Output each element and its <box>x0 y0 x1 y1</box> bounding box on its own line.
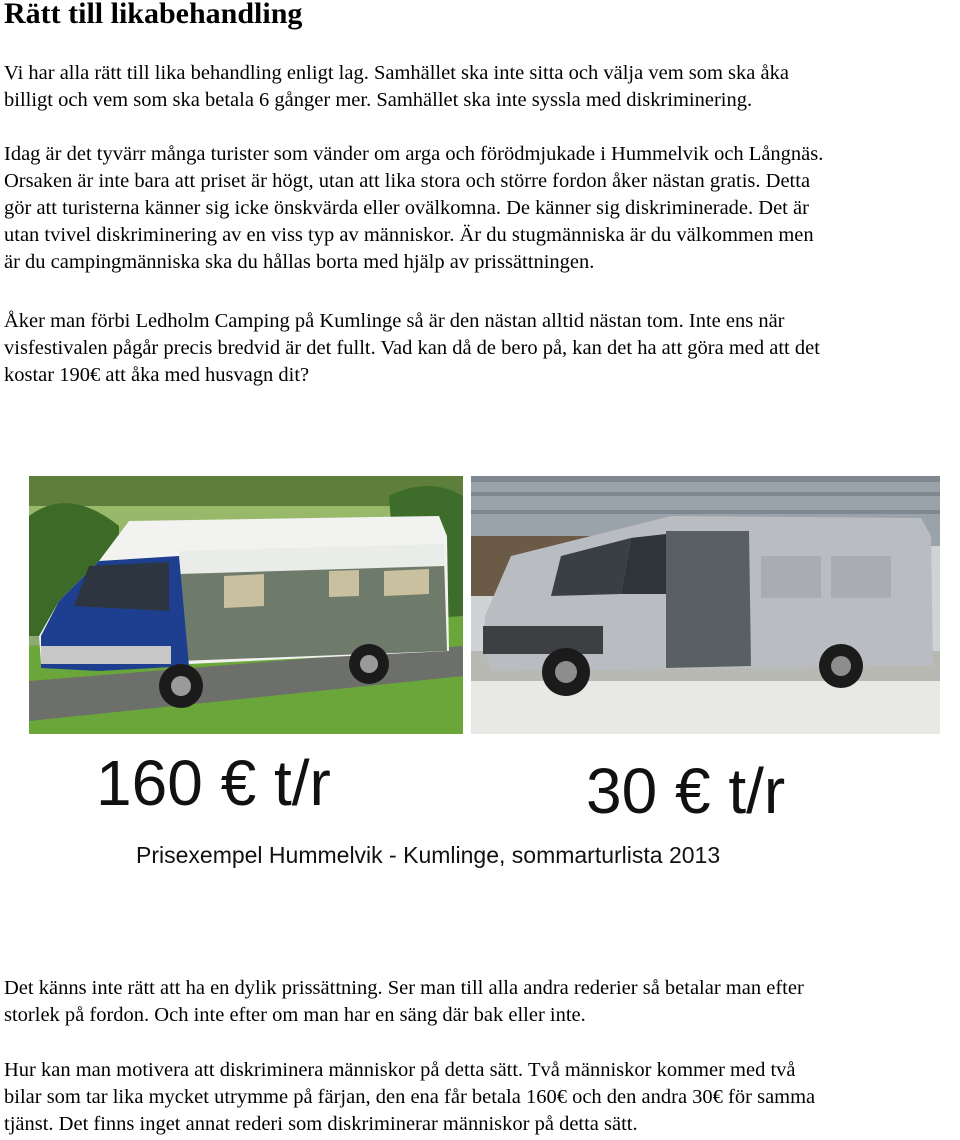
paragraph-tourists <box>4 141 956 276</box>
page-title: Rätt till likabehandling <box>4 0 303 30</box>
paragraph-pricing <box>4 975 956 1029</box>
paragraph-camping <box>4 308 956 389</box>
text-line: billigt och vem som ska betala 6 gånger mer. Samhället ska inte syssla med diskriminering. <box>4 89 753 111</box>
paragraph-motivation <box>4 1057 956 1138</box>
text-line: Orsaken är inte bara att priset är högt, utan att lika stora och större fordon åker nästan gratis. Detta <box>4 170 811 192</box>
van-photo <box>471 476 940 734</box>
motorhome-photo <box>29 476 463 734</box>
text-line: Det känns inte rätt att ha en dylik prissättning. Ser man till alla andra rederier så betalar man efter <box>4 977 804 999</box>
motorhome-illustration <box>29 476 463 734</box>
figure-caption: Prisexempel Hummelvik - Kumlinge, sommarturlista 2013 <box>136 842 721 868</box>
price-label-van: 30 € t/r <box>586 755 786 827</box>
text-line: storlek på fordon. Och inte efter om man har en säng där bak eller inte. <box>4 1004 586 1026</box>
text-line: är du campingmänniska ska du hållas borta med hjälp av prissättningen. <box>4 251 595 273</box>
text-line: utan tvivel diskriminering av en viss typ av människor. Är du stugmänniska är du välkommen men <box>4 224 814 246</box>
paragraph-equal-rights <box>4 60 956 114</box>
price-label-motorhome: 160 € t/r <box>96 747 331 819</box>
van-illustration <box>471 476 940 734</box>
text-line: gör att turisterna känner sig icke önskvärda eller ovälkomna. De känner sig diskriminerade. Det är <box>4 197 809 219</box>
text-line: Hur kan man motivera att diskriminera människor på detta sätt. Två människor kommer med två <box>4 1059 796 1081</box>
text-line: Idag är det tyvärr många turister som vänder om arga och förödmjukade i Hummelvik och Långnäs. <box>4 143 824 165</box>
text-line: tjänst. Det finns inget annat rederi som diskriminerar människor på detta sätt. <box>4 1113 638 1135</box>
text-line: Vi har alla rätt till lika behandling enligt lag. Samhället ska inte sitta och välja vem som ska åka <box>4 62 789 84</box>
text-line: bilar som tar lika mycket utrymme på färjan, den ena får betala 160€ och den andra 30€ för samma <box>4 1086 816 1108</box>
text-line: visfestivalen pågår precis bredvid är det fullt. Vad kan då de bero på, kan det ha att göra med att det <box>4 337 820 359</box>
text-line: Åker man förbi Ledholm Camping på Kumlinge så är den nästan alltid nästan tom. Inte ens när <box>4 310 785 332</box>
text-line: kostar 190€ att åka med husvagn dit? <box>4 364 310 386</box>
